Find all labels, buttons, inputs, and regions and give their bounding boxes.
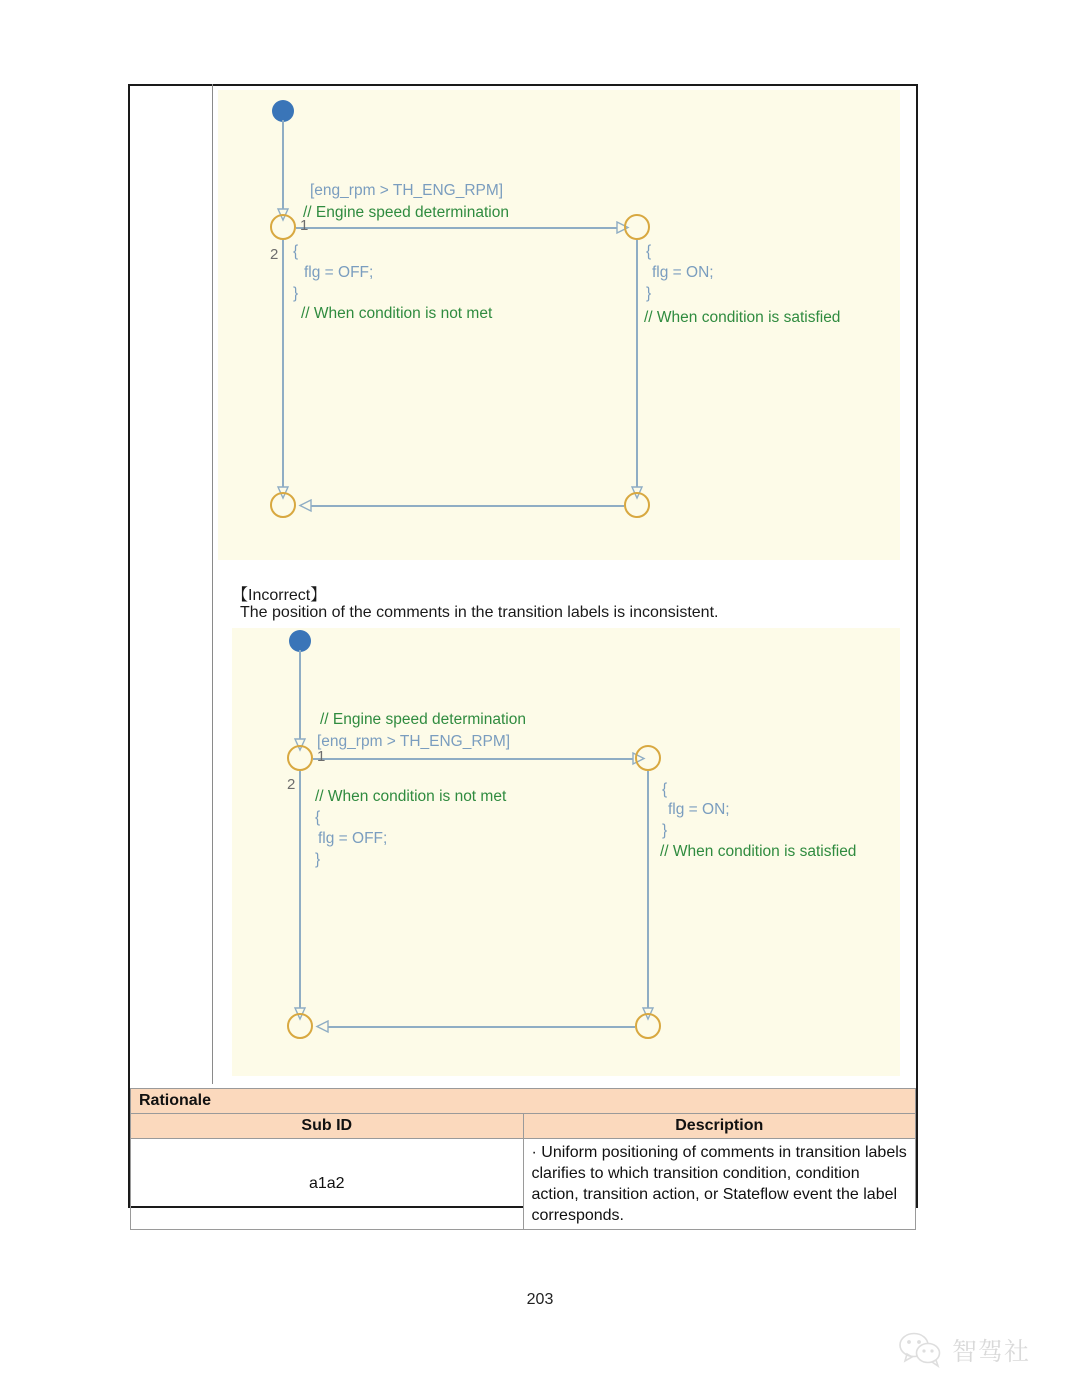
incorrect-tag: 【Incorrect】 bbox=[232, 587, 327, 604]
edge-left-down bbox=[282, 240, 284, 492]
label-left-comment: // When condition is not met bbox=[315, 788, 507, 805]
transition-order-2: 2 bbox=[270, 246, 279, 263]
junction-bottom-right[interactable] bbox=[635, 1013, 661, 1039]
column-header-sub-id: Sub ID bbox=[131, 1114, 524, 1139]
label-condition: [eng_rpm > TH_ENG_RPM] bbox=[317, 733, 511, 750]
edge-right-down bbox=[647, 771, 649, 1013]
transition-order-2: 2 bbox=[287, 776, 296, 793]
arrowhead-left-icon bbox=[315, 1020, 329, 1034]
label-right-brace-open: { bbox=[646, 243, 652, 260]
edge-start-to-junction bbox=[282, 120, 284, 214]
description-text: Uniform positioning of comments in transition labels clarifies to which transition condition, condition action, transition action, or Stateflow event the label corresponds. bbox=[531, 1144, 907, 1224]
label-left-action: flg = OFF; bbox=[318, 830, 388, 847]
bullet-marker: · bbox=[531, 1144, 537, 1161]
edge-topleft-to-topright bbox=[313, 758, 638, 760]
edge-start-to-junction bbox=[299, 650, 301, 744]
rationale-table bbox=[130, 1088, 916, 1230]
junction-bottom-left[interactable] bbox=[270, 492, 296, 518]
junction-top-left[interactable] bbox=[287, 745, 313, 771]
table-left-column-rule bbox=[212, 84, 213, 1084]
junction-top-left[interactable] bbox=[270, 214, 296, 240]
watermark-text: 智驾社 bbox=[952, 1337, 1031, 1366]
edge-topleft-to-topright bbox=[296, 227, 622, 229]
edge-right-down bbox=[636, 240, 638, 492]
cell-description bbox=[523, 1139, 916, 1230]
table-row bbox=[131, 1139, 916, 1230]
cell-sub-id: a1a2 bbox=[131, 1139, 524, 1230]
label-right-brace-close: } bbox=[646, 285, 652, 302]
label-left-action: flg = OFF; bbox=[304, 264, 374, 281]
stateflow-canvas-incorrect bbox=[232, 628, 900, 1076]
default-transition-start-node[interactable] bbox=[289, 630, 311, 652]
label-right-comment: // When condition is satisfied bbox=[644, 309, 841, 326]
column-header-description: Description bbox=[523, 1114, 916, 1139]
label-right-action: flg = ON; bbox=[668, 801, 730, 818]
label-condition: [eng_rpm > TH_ENG_RPM] bbox=[310, 182, 504, 199]
wechat-icon bbox=[898, 1332, 944, 1368]
incorrect-description: The position of the comments in the transition labels is inconsistent. bbox=[240, 604, 719, 621]
junction-bottom-right[interactable] bbox=[624, 492, 650, 518]
edge-bottomright-to-bottomleft bbox=[327, 1026, 635, 1028]
rationale-section-title: Rationale bbox=[131, 1089, 916, 1114]
table-row-headers bbox=[131, 1114, 916, 1139]
table-row-rationale-title bbox=[131, 1089, 916, 1114]
transition-order-1: 1 bbox=[300, 217, 309, 234]
junction-top-right[interactable] bbox=[635, 745, 661, 771]
label-right-action: flg = ON; bbox=[652, 264, 714, 281]
arrowhead-left-icon bbox=[298, 499, 312, 513]
label-left-brace-close: } bbox=[315, 851, 321, 868]
edge-left-down bbox=[299, 771, 301, 1013]
watermark bbox=[898, 1332, 1030, 1368]
label-left-brace-open: { bbox=[293, 243, 299, 260]
page-number: 203 bbox=[526, 1291, 554, 1308]
label-comment-top: // Engine speed determination bbox=[320, 711, 526, 728]
label-left-comment: // When condition is not met bbox=[301, 305, 493, 322]
transition-order-1: 1 bbox=[317, 748, 326, 765]
junction-top-right[interactable] bbox=[624, 214, 650, 240]
default-transition-start-node[interactable] bbox=[272, 100, 294, 122]
edge-bottomright-to-bottomleft bbox=[310, 505, 624, 507]
label-right-brace-close: } bbox=[662, 822, 668, 839]
stateflow-canvas-correct bbox=[218, 90, 900, 560]
label-right-comment: // When condition is satisfied bbox=[660, 843, 857, 860]
label-left-brace-open: { bbox=[315, 809, 321, 826]
junction-bottom-left[interactable] bbox=[287, 1013, 313, 1039]
label-right-brace-open: { bbox=[662, 781, 668, 798]
label-comment-top: // Engine speed determination bbox=[303, 204, 509, 221]
label-left-brace-close: } bbox=[293, 285, 299, 302]
